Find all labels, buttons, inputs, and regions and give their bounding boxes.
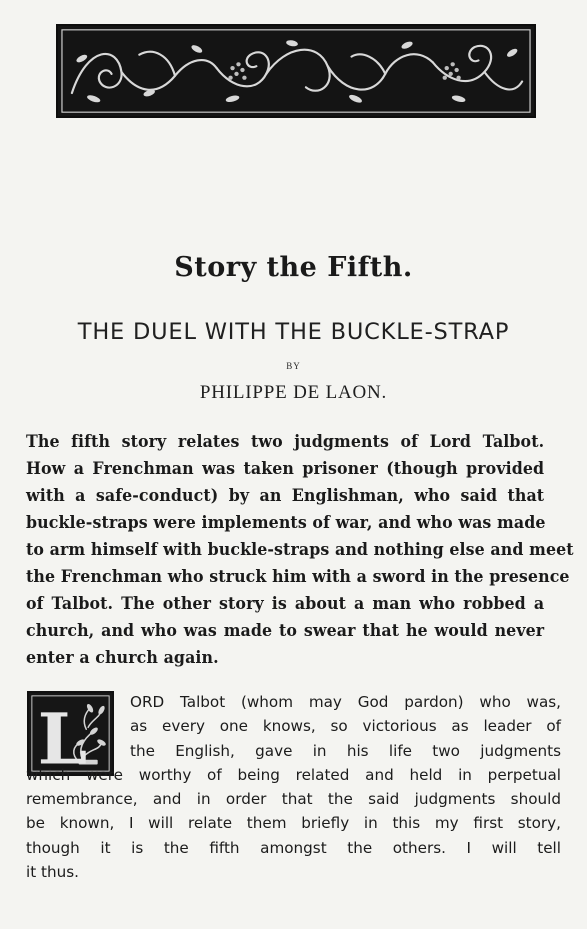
summary-line: church, and who was made to swear that he would never (26, 621, 545, 640)
summary-line: with a safe-conduct) by an Englishman, who said that (26, 486, 545, 505)
summary-line: of Talbot. The other story is about a man who robbed a (26, 594, 545, 613)
summary-line: enter a church again. (26, 648, 219, 667)
summary-line: the Frenchman who struck him with a sword in the presence (26, 567, 570, 586)
decorative-header-band (56, 24, 536, 118)
summary-line: The fifth story relates two judgments of Lord Talbot. (26, 432, 545, 451)
body-line: the English, gave in his life two judgments (130, 741, 561, 760)
story-number-title: Story the Fifth. (174, 252, 413, 283)
body-line: be known, I will relate them briefly in this my first story, (26, 814, 561, 833)
body-line: which were worthy of being related and held in perpetual (26, 765, 561, 784)
body-line: as every one knows, so victorious as leader of (130, 717, 561, 736)
body-line: though it is the fifth amongst the others. I will tell (26, 838, 561, 857)
body-line: remembrance, and in order that the said judgments should (26, 790, 561, 809)
byline-label: BY (286, 361, 301, 371)
summary-line: to arm himself with buckle-straps and nothing else and meet (26, 540, 574, 559)
floral-scroll-ornament-icon (58, 26, 534, 116)
story-body (26, 690, 561, 884)
summary-line: buckle-straps were implements of war, and who was made (26, 513, 546, 532)
body-line: it thus. (26, 863, 79, 882)
summary-line: How a Frenchman was taken prisoner (though provided (26, 459, 545, 478)
story-summary (26, 428, 574, 671)
author-name: PHILIPPE DE LAON. (199, 382, 388, 403)
chapter-title: THE DUEL WITH THE BUCKLE-STRAP (77, 319, 510, 345)
dropcap-letter: L (37, 697, 88, 774)
body-line: ORD Talbot (whom may God pardon) who was, (130, 693, 561, 711)
